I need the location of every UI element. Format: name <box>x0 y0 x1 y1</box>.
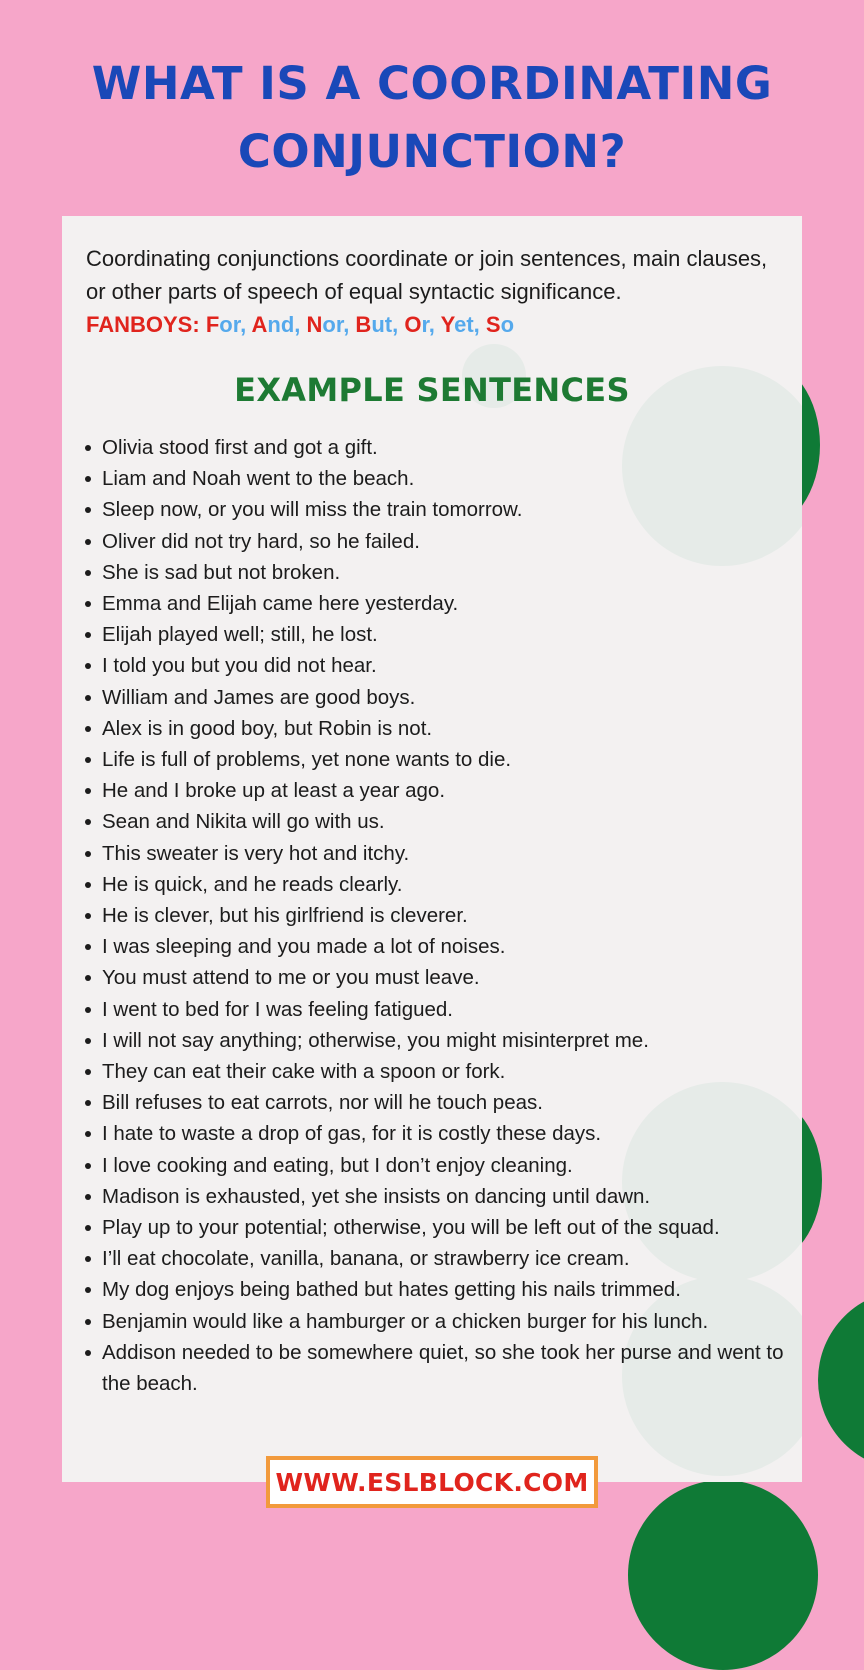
example-sentence-item: He is clever, but his girlfriend is cleverer. <box>80 900 785 931</box>
fanboys-word <box>307 312 344 337</box>
fanboys-word-rest: et <box>454 312 474 337</box>
example-sentences-list <box>80 432 785 1399</box>
example-sentence-item: I was sleeping and you made a lot of noises. <box>80 931 785 962</box>
fanboys-word-lead: S <box>485 312 501 337</box>
fanboys-word <box>251 312 294 337</box>
example-sentence-item: I love cooking and eating, but I don’t enjoy cleaning. <box>80 1150 785 1181</box>
decor-circle-green-bottom <box>628 1480 818 1670</box>
example-sentence-item: I went to bed for I was feeling fatigued. <box>80 994 785 1025</box>
example-sentence-item: Sean and Nikita will go with us. <box>80 806 785 837</box>
example-sentence-item: Liam and Noah went to the beach. <box>80 463 785 494</box>
example-sentence-item: I told you but you did not hear. <box>80 650 785 681</box>
content-card <box>62 216 802 1482</box>
example-sentence-item: I will not say anything; otherwise, you might misinterpret me. <box>80 1025 785 1056</box>
fanboys-word <box>441 312 474 337</box>
fanboys-word-rest: ut <box>371 312 393 337</box>
fanboys-word-rest: or <box>322 312 344 337</box>
example-sentence-item: Oliver did not try hard, so he failed. <box>80 526 785 557</box>
example-sentence-item: They can eat their cake with a spoon or fork. <box>80 1056 785 1087</box>
section-title-example-sentences: EXAMPLE SENTENCES <box>234 371 630 409</box>
example-sentence-item: Play up to your potential; otherwise, you will be left out of the squad. <box>80 1212 785 1243</box>
example-sentence-item: He is quick, and he reads clearly. <box>80 869 785 900</box>
fanboys-word-lead: A <box>251 312 268 337</box>
fanboys-word-lead: O <box>404 312 422 337</box>
example-sentence-item: Addison needed to be somewhere quiet, so she took her purse and went to the beach. <box>80 1337 785 1399</box>
example-sentence-item: Olivia stood first and got a gift. <box>80 432 785 463</box>
intro-paragraph <box>86 242 786 341</box>
example-sentence-item: She is sad but not broken. <box>80 557 785 588</box>
fanboys-word <box>404 312 428 337</box>
fanboys-word-lead: Y <box>440 312 455 337</box>
fanboys-word-rest: nd <box>267 312 295 337</box>
fanboys-word <box>486 312 514 337</box>
website-badge[interactable] <box>266 1456 598 1508</box>
example-sentence-item: This sweater is very hot and itchy. <box>80 838 785 869</box>
example-sentence-item: Life is full of problems, yet none wants to die. <box>80 744 785 775</box>
fanboys-word-lead: F <box>205 312 220 337</box>
example-sentence-item: William and James are good boys. <box>80 682 785 713</box>
fanboys-word <box>206 312 240 337</box>
example-sentence-item: Bill refuses to eat carrots, nor will he touch peas. <box>80 1087 785 1118</box>
page-title-line-2: CONJUNCTION? <box>237 125 627 178</box>
example-sentence-item: I hate to waste a drop of gas, for it is costly these days. <box>80 1118 785 1149</box>
example-sentence-item: You must attend to me or you must leave. <box>80 962 785 993</box>
fanboys-word <box>355 312 392 337</box>
fanboys-word-rest: r <box>421 312 429 337</box>
example-sentence-item: Benjamin would like a hamburger or a chicken burger for his lunch. <box>80 1306 785 1337</box>
intro-text: Coordinating conjunctions coordinate or join sentences, main clauses, or other parts of speech of equal syntactic significance. <box>86 246 768 304</box>
fanboys-word-lead: N <box>306 312 323 337</box>
decor-circle-green-right <box>818 1290 864 1470</box>
example-sentence-item: He and I broke up at least a year ago. <box>80 775 785 806</box>
fanboys-line <box>86 312 514 337</box>
example-sentence-item: Emma and Elijah came here yesterday. <box>80 588 785 619</box>
fanboys-words: For, And, Nor, But, Or, Yet, So <box>205 312 515 337</box>
fanboys-word-rest: or <box>219 312 241 337</box>
page-title-line-1: WHAT IS A COORDINATING <box>91 57 773 110</box>
fanboys-word-lead: B <box>355 312 372 337</box>
fanboys-word-rest: o <box>500 312 515 337</box>
fanboys-label: FANBOYS: <box>86 312 200 337</box>
example-sentence-item: My dog enjoys being bathed but hates getting his nails trimmed. <box>80 1274 785 1305</box>
page-title <box>0 50 864 186</box>
example-sentence-item: Elijah played well; still, he lost. <box>80 619 785 650</box>
website-link[interactable]: WWW.ESLBLOCK.COM <box>275 1467 589 1497</box>
example-sentence-item: Sleep now, or you will miss the train tomorrow. <box>80 494 785 525</box>
example-sentence-item: Alex is in good boy, but Robin is not. <box>80 713 785 744</box>
example-sentence-item: I’ll eat chocolate, vanilla, banana, or strawberry ice cream. <box>80 1243 785 1274</box>
example-sentence-item: Madison is exhausted, yet she insists on dancing until dawn. <box>80 1181 785 1212</box>
